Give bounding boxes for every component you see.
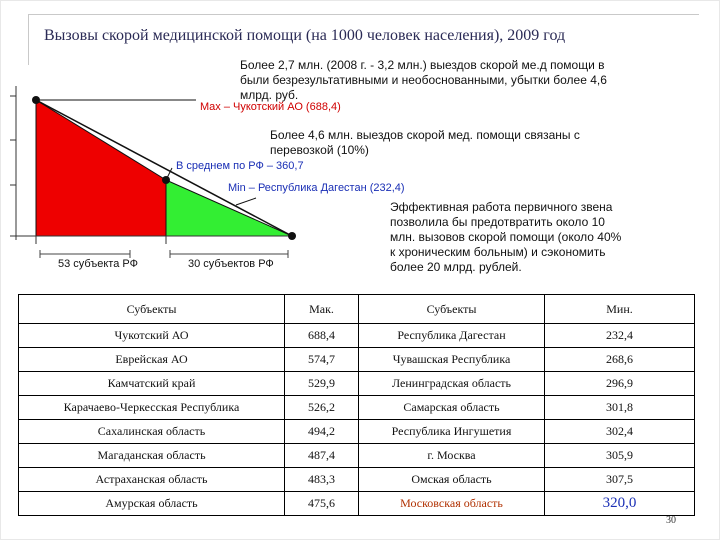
- min-region: Ленинградская область: [359, 372, 545, 396]
- max-value: 487,4: [285, 444, 359, 468]
- max-region: Астраханская область: [19, 468, 285, 492]
- table-row: [19, 468, 695, 492]
- table-header-row: [19, 295, 695, 324]
- max-value: 483,3: [285, 468, 359, 492]
- max-value: 526,2: [285, 396, 359, 420]
- min-value: 301,8: [545, 396, 695, 420]
- max-value: 529,9: [285, 372, 359, 396]
- min-region: г. Москва: [359, 444, 545, 468]
- table-row: [19, 372, 695, 396]
- primary-note-line: более 20 млрд. рублей.: [390, 260, 522, 274]
- transport-note: [270, 128, 580, 158]
- max-region: Амурская область: [19, 492, 285, 516]
- min-value: 268,6: [545, 348, 695, 372]
- primary-care-note: [390, 200, 621, 275]
- primary-note-line: позволила бы предотвратить около 10: [390, 215, 605, 229]
- min-value: 305,9: [545, 444, 695, 468]
- table-row: [19, 396, 695, 420]
- min-value: 302,4: [545, 420, 695, 444]
- primary-note-line: млн. вызовов скорой помощи (около 40%: [390, 230, 622, 244]
- fruitless-note-line: Более 2,7 млн. (2008 г. - 3,2 млн.) выездов скорой ме.д помощи в: [240, 58, 605, 72]
- table-row: [19, 420, 695, 444]
- page-number: 30: [666, 515, 676, 526]
- min-label: Min – Республика Дагестан (232,4): [228, 182, 405, 194]
- fruitless-note-line: млрд. руб.: [240, 88, 299, 102]
- primary-note-line: Эффективная работа первичного звена: [390, 200, 613, 214]
- max-value: 574,7: [285, 348, 359, 372]
- max-region: Камчатский край: [19, 372, 285, 396]
- min-value: 232,4: [545, 324, 695, 348]
- min-value: 320,0: [545, 492, 695, 516]
- min-region: Самарская область: [359, 396, 545, 420]
- header-subjects-min: Субъекты: [359, 295, 545, 324]
- min-region: Республика Дагестан: [359, 324, 545, 348]
- subjects-below-average-label: 30 субъектов РФ: [188, 258, 274, 270]
- table-row: [19, 324, 695, 348]
- fruitless-note-line: были безрезультативными и необоснованными, убытки более 4,6: [240, 73, 607, 87]
- min-region: Омская область: [359, 468, 545, 492]
- header-min: Мин.: [545, 295, 695, 324]
- min-region: Чувашская Республика: [359, 348, 545, 372]
- max-region: Еврейская АО: [19, 348, 285, 372]
- transport-note-line: перевозкой (10%): [270, 143, 369, 157]
- primary-note-line: к хроническим больным) и сэкономить: [390, 245, 606, 259]
- subjects-above-average-label: 53 субъекта РФ: [58, 258, 138, 270]
- max-value: 688,4: [285, 324, 359, 348]
- header-max: Мак.: [285, 295, 359, 324]
- max-region: Сахалинская область: [19, 420, 285, 444]
- transport-note-line: Более 4,6 млн. выездов скорой мед. помощи связаны с: [270, 128, 580, 142]
- regions-table: [18, 294, 695, 516]
- average-label: В среднем по РФ – 360,7: [176, 160, 304, 172]
- fruitless-calls-note: [240, 58, 607, 103]
- max-region: Чукотский АО: [19, 324, 285, 348]
- max-region: Карачаево-Черкесская Республика: [19, 396, 285, 420]
- min-value: 296,9: [545, 372, 695, 396]
- max-region: Магаданская область: [19, 444, 285, 468]
- min-point-marker: [288, 232, 296, 240]
- slide-title: Вызовы скорой медицинской помощи (на 1000 человек населения), 2009 год: [44, 27, 566, 44]
- min-region: Московская область: [359, 492, 545, 516]
- header-subjects-max: Субъекты: [19, 295, 285, 324]
- table-row: [19, 492, 695, 516]
- max-value: 475,6: [285, 492, 359, 516]
- min-region: Республика Ингушетия: [359, 420, 545, 444]
- above-average-area: [36, 100, 166, 236]
- table-row: [19, 348, 695, 372]
- min-value: 307,5: [545, 468, 695, 492]
- table-row: [19, 444, 695, 468]
- min-pointer: [236, 198, 256, 205]
- max-value: 494,2: [285, 420, 359, 444]
- max-label: Max – Чукотский АО (688,4): [200, 101, 341, 113]
